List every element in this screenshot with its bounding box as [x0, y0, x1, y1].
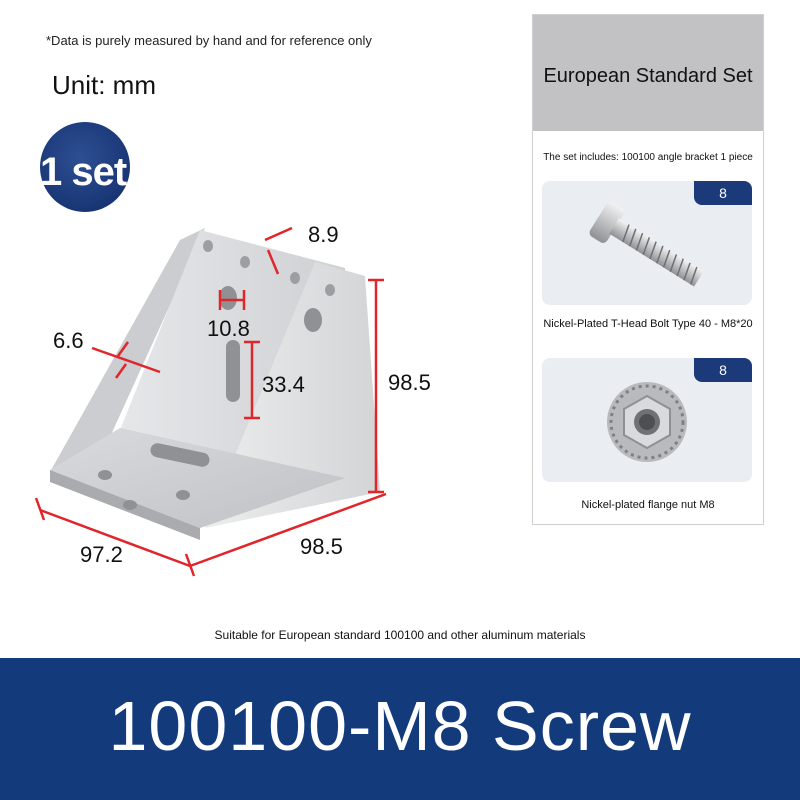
- bolt-card: [542, 181, 752, 305]
- bracket-slot: [226, 340, 240, 402]
- disclaimer-text: *Data is purely measured by hand and for reference only: [46, 33, 372, 48]
- bolt-quantity-tag: 8: [694, 181, 752, 205]
- dimension-wall-thickness: 6.6: [53, 328, 84, 353]
- unit-label: Unit: mm: [52, 70, 156, 100]
- set-contents-panel: [532, 14, 764, 525]
- suitability-note: Suitable for European standard 100100 and other aluminum materials: [214, 628, 586, 642]
- product-banner: [0, 658, 800, 800]
- bracket-hole: [123, 500, 137, 510]
- dimension-height: 98.5: [388, 370, 431, 395]
- nut-quantity-tag: 8: [694, 358, 752, 382]
- dimension-slot-length: 33.4: [262, 372, 305, 397]
- set-includes-text: The set includes: 100100 angle bracket 1 piece: [543, 152, 753, 163]
- bracket-hole: [176, 490, 190, 500]
- dimension-width: 98.5: [300, 534, 343, 559]
- bracket-hole: [98, 470, 112, 480]
- dimension-slot-width: 10.8: [207, 316, 250, 341]
- panel-header: [533, 15, 763, 131]
- bracket-hole: [240, 256, 250, 268]
- bracket-hole: [219, 286, 237, 310]
- bracket-hole: [325, 284, 335, 296]
- dimension-depth: 97.2: [80, 542, 123, 567]
- panel-title: European Standard Set: [543, 65, 753, 87]
- nut-card: [542, 358, 752, 482]
- bolt-caption: Nickel-Plated T-Head Bolt Type 40 - M8*20: [543, 318, 753, 330]
- bracket-hole: [290, 272, 300, 284]
- nut-caption: Nickel-plated flange nut M8: [581, 499, 715, 511]
- bracket-hole: [304, 308, 322, 332]
- bracket-hole: [203, 240, 213, 252]
- product-title: 100100-M8 Screw: [108, 687, 692, 765]
- set-badge-label: 1 set: [40, 150, 127, 194]
- dimension-hole-spacing: 8.9: [308, 222, 339, 247]
